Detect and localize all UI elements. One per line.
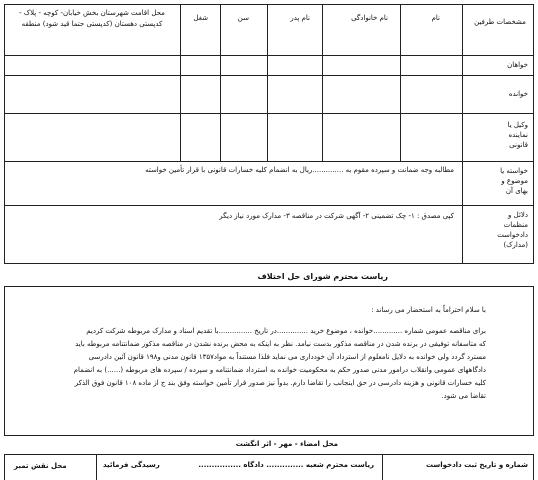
row-plaintiff-label: خواهان [507,61,528,69]
row-defendant-father[interactable] [267,76,322,114]
row-plaintiff-father[interactable] [267,56,322,76]
header-father-cell [267,4,322,56]
council-title: ریاست محترم شورای حل اختلاف [257,272,388,281]
body-line-2: که متاسفانه توفیقی در برنده شدن در مناقصه مذکور بدست نیامد. نظر به اینکه به محض برنده نشدن در مناقصه مذکور ضمانتنامه مربوطه باید [75,340,486,348]
demand-text: مطالبه وجه ضمانت و سپرده مقوم به ..............ریال به انضمام کلیه خسارات قانونی با قرار تأمین خواسته [145,166,454,174]
row-plaintiff-address[interactable] [4,56,180,76]
row-plaintiff-label-cell [462,56,534,76]
row-lawyer-address[interactable] [4,114,180,162]
signature-label: محل امضاء - مهر - اثر انگشت [235,440,338,448]
evidence-label: دلائل و منظمات دادخواست (مدارک) [497,211,528,249]
row-lawyer-label: وکیل یا نماینده قانونی [507,121,528,149]
row-lawyer-label-cell [462,114,534,162]
column-label: مشخصات طرفین [474,18,526,26]
body-line-1: برای مناقصه عمومی شماره .............خوانده ، موضوع خرید ..............در تاریخ ...............با تقدیم اسناد و مدارک مربوطه شرکت کردیم [86,327,486,335]
evidence-text: کپی مصدق : ۱- چک تضمینی ۲- آگهی شرکت در مناقصه ۳- مدارک مورد نیاز دیگر [219,212,454,220]
row-defendant-family[interactable] [322,76,400,114]
column-age: سن [237,14,249,22]
body-line-6: تقاضا می شود. [441,392,486,400]
demand-label: خواسته یا موضوع و بهای آن [500,167,528,195]
header-job-cell [180,4,220,56]
row-lawyer-family[interactable] [322,114,400,162]
header-family-cell [322,4,400,56]
row-defendant-address[interactable] [4,76,180,114]
footer-branch: ریاست محترم شعبه .............. دادگاه ................ [198,461,374,469]
demand-label-cell [462,162,534,206]
row-defendant-label-cell [462,76,534,114]
row-defendant-name[interactable] [400,76,462,114]
footer-branch-cell[interactable] [96,454,382,480]
row-lawyer-job[interactable] [180,114,220,162]
column-address: محل اقامت شهرستان بخش خیابان- کوچه - پلاک - کدپستی دهستان (کدپستی حتما قید شود) منطقه [19,9,165,28]
body-line-3: مسترد گردد ولی خوانده به دلایل نامعلوم از استرداد آن خودداری می نماید فلذا مستنداً به مواد۱۳۵۷ قانون مدنی و۱۹۸ قانون آئین دادرسی [88,353,486,361]
row-plaintiff-name[interactable] [400,56,462,76]
row-defendant-label: خوانده [508,90,528,98]
row-plaintiff-age[interactable] [220,56,267,76]
footer-registration-cell[interactable] [382,454,534,480]
body-line-5: کلیه خسارات قانونی و هزینه دادرسی در حق اینجانب را تقاضا دارم. بدواً نیز صدور قرار تأمین خواسته وفق بند ج از ماده ۱۰۸ قانون فوق الذکر [74,379,486,387]
row-lawyer-name[interactable] [400,114,462,162]
column-father: نام پدر [290,14,310,22]
row-lawyer-age[interactable] [220,114,267,162]
footer-registration: شماره و تاریخ ثبت دادخواست [425,461,528,469]
header-address-cell [4,4,180,56]
header-name-cell [400,4,462,56]
column-name: نام [431,14,440,22]
row-plaintiff-job[interactable] [180,56,220,76]
body-greeting: با سلام احتراماً به استحضار می رساند : [371,306,486,314]
evidence-text-cell[interactable] [4,206,462,264]
demand-text-cell[interactable] [4,162,462,206]
row-plaintiff-family[interactable] [322,56,400,76]
footer-receipt: رسیدگی فرمائید [103,461,160,469]
row-lawyer-father[interactable] [267,114,322,162]
row-defendant-job[interactable] [180,76,220,114]
row-defendant-age[interactable] [220,76,267,114]
evidence-label-cell [462,206,534,264]
column-job: شغل [193,14,208,22]
body-line-4: دادگاههای عمومی وانقلاب درامور مدنی صدور حکم به محکومیت خوانده به استرداد ضمانتنامه و سپرده / سپرده های مربوطه (......) به انضمام [73,366,486,374]
header-label-cell [462,4,534,56]
footer-stamp: محل نقش تمبر [14,462,67,470]
column-family: نام خانوادگی [351,14,388,22]
header-age-cell [220,4,267,56]
